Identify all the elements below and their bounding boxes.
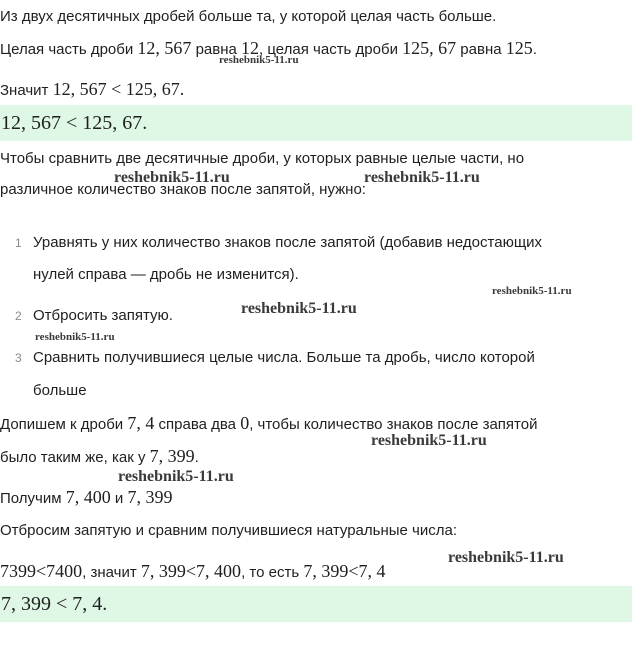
list-item-text: нулей справа — дробь не изменится). xyxy=(33,266,299,283)
math-comparison: 7, 399<7, 4 xyxy=(303,561,386,581)
paragraph-conclusion xyxy=(0,79,184,101)
math-fraction: 7, 400 xyxy=(65,487,111,507)
watermark: reshebnik5-11.ru xyxy=(364,169,480,186)
math-comparison: 12, 567 < 125, 67. xyxy=(52,79,185,99)
text: Получим xyxy=(0,490,66,507)
paragraph-rule-whole-part: Из двух десятичных дробей больше та, у которой целая часть больше. xyxy=(0,8,497,25)
math-fraction: 7, 4 xyxy=(127,413,155,433)
answer-math: 12, 567 < 125, 67. xyxy=(1,112,148,134)
watermark: reshebnik5-11.ru xyxy=(448,549,564,566)
math-whole: 12 xyxy=(241,38,260,58)
answer-box xyxy=(0,105,632,141)
answer-box xyxy=(0,586,632,622)
list-item-text: Отбросить запятую. xyxy=(33,307,173,324)
text: , чтобы количество знаков после запятой xyxy=(249,416,538,433)
math-fraction: 7, 399 xyxy=(127,487,173,507)
text: Целая часть дроби xyxy=(0,41,138,58)
watermark: reshebnik5-11.ru xyxy=(35,331,115,343)
paragraph-append-zeros-line2 xyxy=(0,446,199,468)
text: равна xyxy=(191,41,242,58)
list-item-text: больше xyxy=(33,382,87,399)
watermark: reshebnik5-11.ru xyxy=(492,285,572,297)
watermark: reshebnik5-11.ru xyxy=(219,54,299,66)
paragraph-result xyxy=(0,487,172,509)
watermark: reshebnik5-11.ru xyxy=(118,468,234,485)
text: . xyxy=(194,449,199,466)
math-comparison: 7, 399<7, 400 xyxy=(140,561,242,581)
paragraph-compare xyxy=(0,561,385,583)
answer-math: 7, 399 < 7, 4. xyxy=(1,593,108,615)
math-fraction: 12, 567 xyxy=(137,38,192,58)
text: , значит xyxy=(82,564,141,581)
text: Значит xyxy=(0,82,53,99)
list-item-text: Сравнить получившиеся целые числа. Больше та дробь, число которой xyxy=(33,349,535,366)
text: , то есть xyxy=(241,564,304,581)
list-item-text: Уравнять у них количество знаков после запятой (добавив недостающих xyxy=(33,234,543,251)
math-zero: 0 xyxy=(240,413,250,433)
watermark: reshebnik5-11.ru xyxy=(241,300,357,317)
text: и xyxy=(110,490,128,507)
text: , целая часть дроби xyxy=(259,41,403,58)
math-comparison: 7399<7400 xyxy=(0,561,83,581)
math-fraction: 125, 67 xyxy=(402,38,457,58)
list-number: 2 xyxy=(15,309,22,323)
watermark: reshebnik5-11.ru xyxy=(371,432,487,449)
text: справа два xyxy=(154,416,241,433)
paragraph-drop-comma: Отбросим запятую и сравним получившиеся натуральные числа: xyxy=(0,522,457,539)
math-fraction: 7, 399 xyxy=(149,446,195,466)
paragraph-rule-fraction-part: Чтобы сравнить две десятичные дроби, у которых равные целые части, но xyxy=(0,150,525,167)
list-number: 1 xyxy=(15,236,22,250)
math-whole: 125 xyxy=(505,38,533,58)
text: Допишем к дроби xyxy=(0,416,128,433)
watermark: reshebnik5-11.ru xyxy=(114,169,230,186)
text: было таким же, как у xyxy=(0,449,150,466)
text: равна xyxy=(456,41,506,58)
list-number: 3 xyxy=(15,351,22,365)
paragraph-rule-fraction-part-line2: различное количество знаков после запятой, нужно: xyxy=(0,181,366,198)
text: . xyxy=(532,41,537,58)
